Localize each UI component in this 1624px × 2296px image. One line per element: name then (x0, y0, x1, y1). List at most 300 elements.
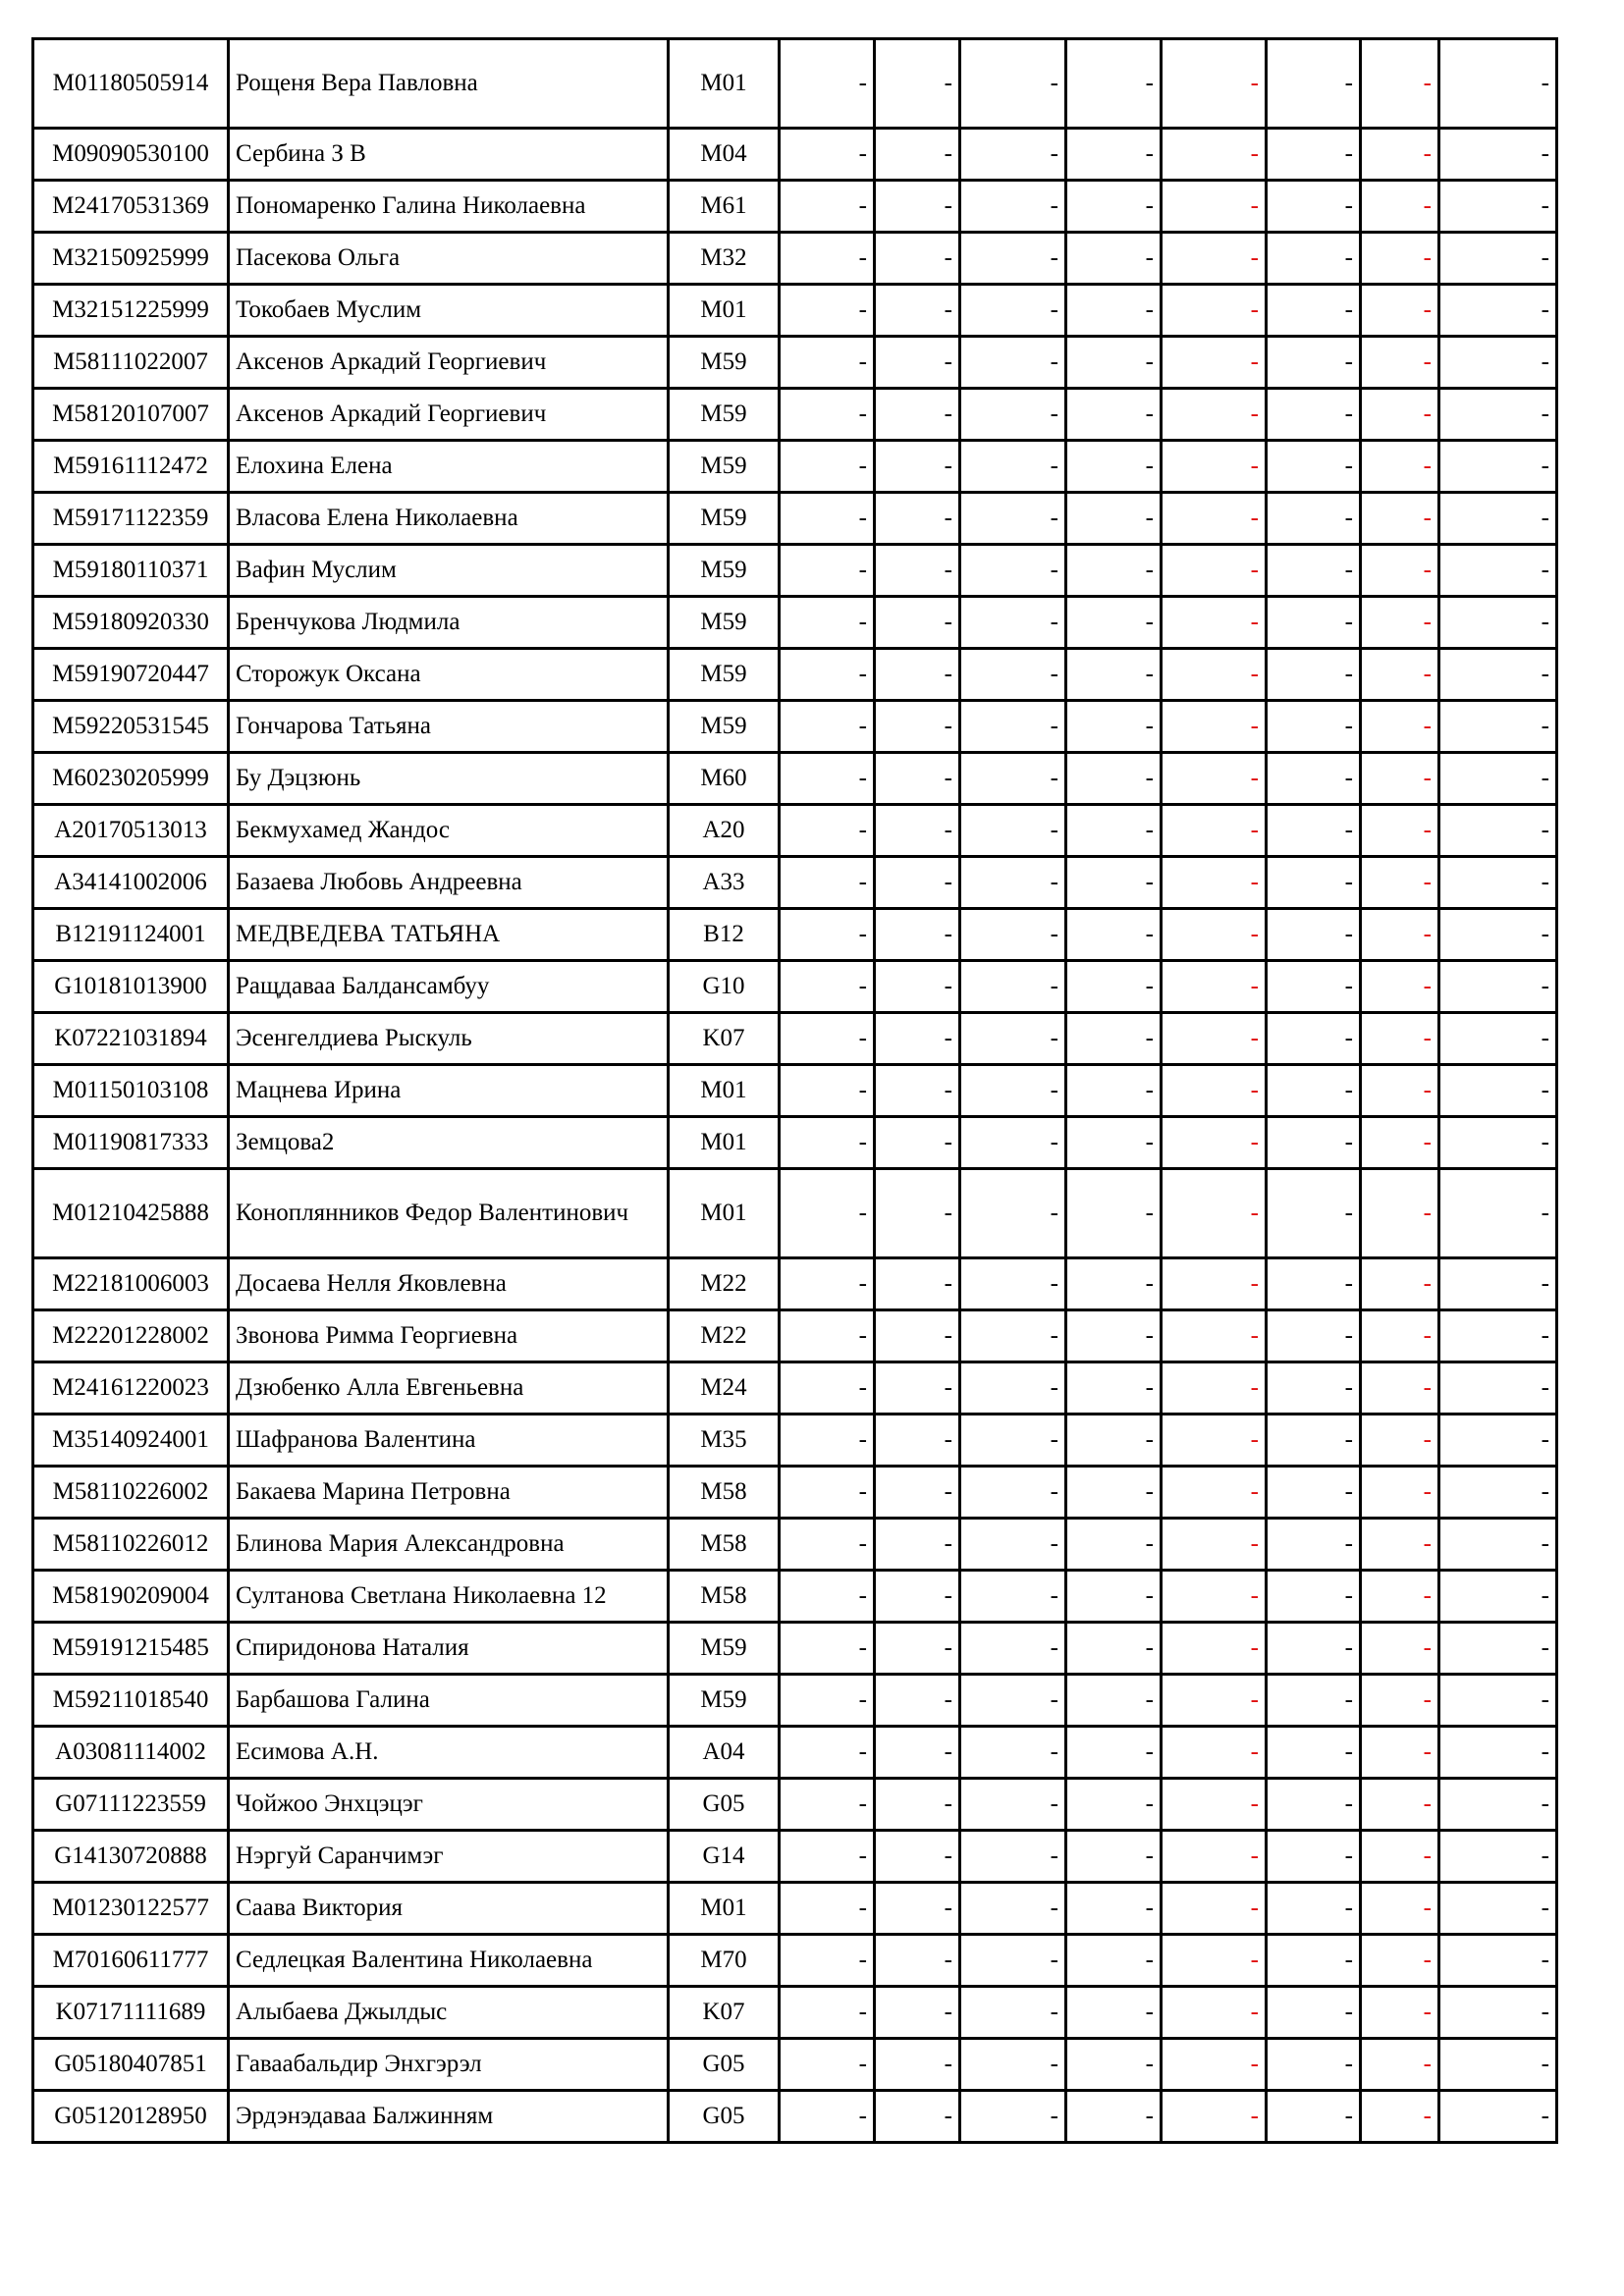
value-cell: - (1439, 1519, 1557, 1571)
value-cell: - (1361, 909, 1439, 961)
value-cell: - (1267, 1571, 1361, 1623)
table-row (33, 909, 1557, 961)
value-cell: - (1162, 1883, 1267, 1935)
value-cell: - (1439, 181, 1557, 233)
value-cell: - (875, 1571, 960, 1623)
member-code-cell: M22201228002 (33, 1310, 229, 1362)
value-cell: - (1439, 597, 1557, 649)
value-cell: - (960, 961, 1066, 1013)
value-cell: - (1267, 857, 1361, 909)
branch-code-cell: M22 (669, 1258, 780, 1310)
branch-code-cell: K07 (669, 1987, 780, 2039)
value-cell: - (1162, 597, 1267, 649)
value-cell: - (1439, 1415, 1557, 1467)
member-code-cell: K07171111689 (33, 1987, 229, 2039)
value-cell: - (1439, 1169, 1557, 1258)
value-cell: - (1361, 1362, 1439, 1415)
value-cell: - (780, 1779, 875, 1831)
member-code-cell: G10181013900 (33, 961, 229, 1013)
member-code-cell: M09090530100 (33, 129, 229, 181)
value-cell: - (1162, 1467, 1267, 1519)
value-cell: - (1066, 1675, 1162, 1727)
value-cell: - (780, 1415, 875, 1467)
value-cell: - (960, 2039, 1066, 2091)
value-cell: - (780, 1117, 875, 1169)
value-cell: - (1361, 337, 1439, 389)
value-cell: - (780, 285, 875, 337)
member-code-cell: M59180110371 (33, 545, 229, 597)
value-cell: - (1066, 909, 1162, 961)
value-cell: - (1267, 441, 1361, 493)
value-cell: - (1267, 1258, 1361, 1310)
branch-code-cell: M04 (669, 129, 780, 181)
table-row (33, 1467, 1557, 1519)
value-cell: - (1361, 1935, 1439, 1987)
value-cell: - (1267, 961, 1361, 1013)
table-row (33, 1935, 1557, 1987)
value-cell: - (960, 597, 1066, 649)
table-row (33, 597, 1557, 649)
branch-code-cell: M58 (669, 1571, 780, 1623)
value-cell: - (960, 649, 1066, 701)
value-cell: - (960, 545, 1066, 597)
value-cell: - (960, 129, 1066, 181)
branch-code-cell: G05 (669, 2039, 780, 2091)
value-cell: - (1439, 1779, 1557, 1831)
member-name-cell: Султанова Светлана Николаевна 12 (229, 1571, 669, 1623)
value-cell: - (1066, 857, 1162, 909)
value-cell: - (1361, 1415, 1439, 1467)
value-cell: - (780, 1987, 875, 2039)
member-code-cell: M59161112472 (33, 441, 229, 493)
table-row (33, 857, 1557, 909)
value-cell: - (1066, 1013, 1162, 1065)
value-cell: - (1267, 1013, 1361, 1065)
value-cell: - (960, 1310, 1066, 1362)
member-code-cell: M24170531369 (33, 181, 229, 233)
member-code-cell: M01230122577 (33, 1883, 229, 1935)
value-cell: - (780, 909, 875, 961)
branch-code-cell: M61 (669, 181, 780, 233)
value-cell: - (780, 2091, 875, 2143)
value-cell: - (1439, 337, 1557, 389)
value-cell: - (1439, 1727, 1557, 1779)
value-cell: - (1066, 961, 1162, 1013)
value-cell: - (780, 337, 875, 389)
member-code-cell: M32151225999 (33, 285, 229, 337)
member-code-cell: M58190209004 (33, 1571, 229, 1623)
value-cell: - (780, 1831, 875, 1883)
value-cell: - (1162, 337, 1267, 389)
value-cell: - (960, 1467, 1066, 1519)
value-cell: - (875, 493, 960, 545)
value-cell: - (1361, 1571, 1439, 1623)
table-row (33, 233, 1557, 285)
value-cell: - (1361, 1519, 1439, 1571)
value-cell: - (1267, 1065, 1361, 1117)
value-cell: - (1361, 389, 1439, 441)
value-cell: - (1267, 233, 1361, 285)
value-cell: - (1361, 961, 1439, 1013)
value-cell: - (1361, 805, 1439, 857)
value-cell: - (1439, 285, 1557, 337)
value-cell: - (1361, 545, 1439, 597)
table-row (33, 389, 1557, 441)
value-cell: - (780, 701, 875, 753)
member-code-cell: M59171122359 (33, 493, 229, 545)
member-name-cell: Спиридонова Наталия (229, 1623, 669, 1675)
value-cell: - (1066, 1467, 1162, 1519)
value-cell: - (1066, 493, 1162, 545)
table-row (33, 1013, 1557, 1065)
branch-code-cell: M59 (669, 441, 780, 493)
value-cell: - (780, 1065, 875, 1117)
member-name-cell: Бекмухамед Жандос (229, 805, 669, 857)
value-cell: - (780, 2039, 875, 2091)
value-cell: - (1439, 857, 1557, 909)
value-cell: - (1162, 1987, 1267, 2039)
value-cell: - (1439, 1065, 1557, 1117)
member-name-cell: Барбашова Галина (229, 1675, 669, 1727)
value-cell: - (1361, 1065, 1439, 1117)
value-cell: - (875, 1675, 960, 1727)
table-row (33, 1571, 1557, 1623)
value-cell: - (960, 2091, 1066, 2143)
value-cell: - (1267, 1362, 1361, 1415)
branch-code-cell: M01 (669, 285, 780, 337)
value-cell: - (1162, 545, 1267, 597)
value-cell: - (960, 1415, 1066, 1467)
value-cell: - (1267, 1467, 1361, 1519)
value-cell: - (1439, 1831, 1557, 1883)
value-cell: - (1066, 1571, 1162, 1623)
value-cell: - (1066, 1519, 1162, 1571)
value-cell: - (1162, 1310, 1267, 1362)
value-cell: - (1162, 1065, 1267, 1117)
branch-code-cell: M59 (669, 389, 780, 441)
value-cell: - (780, 1362, 875, 1415)
branch-code-cell: M24 (669, 1362, 780, 1415)
table-row (33, 1623, 1557, 1675)
value-cell: - (1066, 1169, 1162, 1258)
value-cell: - (1267, 1310, 1361, 1362)
member-code-cell: M60230205999 (33, 753, 229, 805)
value-cell: - (1439, 909, 1557, 961)
value-cell: - (1439, 805, 1557, 857)
value-cell: - (780, 1467, 875, 1519)
value-cell: - (960, 1727, 1066, 1779)
value-cell: - (960, 39, 1066, 129)
member-name-cell: Бренчукова Людмила (229, 597, 669, 649)
value-cell: - (1361, 1310, 1439, 1362)
value-cell: - (1361, 753, 1439, 805)
value-cell: - (1267, 649, 1361, 701)
value-cell: - (875, 1065, 960, 1117)
value-cell: - (780, 39, 875, 129)
value-cell: - (1066, 1935, 1162, 1987)
member-code-cell: G07111223559 (33, 1779, 229, 1831)
value-cell: - (1267, 545, 1361, 597)
branch-code-cell: M59 (669, 597, 780, 649)
value-cell: - (780, 1935, 875, 1987)
member-name-cell: Эсенгелдиева Рыскуль (229, 1013, 669, 1065)
value-cell: - (875, 181, 960, 233)
value-cell: - (1361, 1169, 1439, 1258)
value-cell: - (1361, 1831, 1439, 1883)
value-cell: - (875, 337, 960, 389)
member-name-cell: Седлецкая Валентина Николаевна (229, 1935, 669, 1987)
value-cell: - (1439, 441, 1557, 493)
value-cell: - (1066, 1727, 1162, 1779)
member-code-cell: M01210425888 (33, 1169, 229, 1258)
branch-code-cell: G05 (669, 1779, 780, 1831)
table-row (33, 1169, 1557, 1258)
value-cell: - (1066, 389, 1162, 441)
value-cell: - (1162, 701, 1267, 753)
value-cell: - (960, 233, 1066, 285)
branch-code-cell: M01 (669, 1117, 780, 1169)
value-cell: - (1361, 233, 1439, 285)
value-cell: - (875, 1779, 960, 1831)
value-cell: - (960, 285, 1066, 337)
branch-code-cell: G05 (669, 2091, 780, 2143)
member-code-cell: M22181006003 (33, 1258, 229, 1310)
value-cell: - (960, 805, 1066, 857)
value-cell: - (1439, 1013, 1557, 1065)
value-cell: - (1267, 389, 1361, 441)
table-row (33, 2039, 1557, 2091)
value-cell: - (1267, 39, 1361, 129)
member-code-cell: M01180505914 (33, 39, 229, 129)
value-cell: - (1439, 753, 1557, 805)
table-row (33, 545, 1557, 597)
branch-code-cell: M60 (669, 753, 780, 805)
value-cell: - (1439, 2039, 1557, 2091)
branch-code-cell: M22 (669, 1310, 780, 1362)
value-cell: - (960, 1987, 1066, 2039)
table-row (33, 1310, 1557, 1362)
value-cell: - (1066, 129, 1162, 181)
member-code-cell: K07221031894 (33, 1013, 229, 1065)
value-cell: - (1162, 2039, 1267, 2091)
member-code-cell: G05120128950 (33, 2091, 229, 2143)
value-cell: - (875, 1935, 960, 1987)
value-cell: - (960, 753, 1066, 805)
branch-code-cell: A33 (669, 857, 780, 909)
value-cell: - (875, 129, 960, 181)
table-row (33, 1883, 1557, 1935)
member-code-cell: M58120107007 (33, 389, 229, 441)
value-cell: - (1267, 1727, 1361, 1779)
value-cell: - (1162, 2091, 1267, 2143)
value-cell: - (780, 753, 875, 805)
value-cell: - (875, 1258, 960, 1310)
branch-code-cell: G14 (669, 1831, 780, 1883)
value-cell: - (1267, 1623, 1361, 1675)
value-cell: - (1066, 441, 1162, 493)
value-cell: - (1162, 909, 1267, 961)
value-cell: - (875, 597, 960, 649)
value-cell: - (875, 1362, 960, 1415)
member-code-cell: M59220531545 (33, 701, 229, 753)
value-cell: - (780, 181, 875, 233)
value-cell: - (1066, 1883, 1162, 1935)
branch-code-cell: M01 (669, 1169, 780, 1258)
member-code-cell: G14130720888 (33, 1831, 229, 1883)
value-cell: - (1361, 1727, 1439, 1779)
member-name-cell: Нэргуй Саранчимэг (229, 1831, 669, 1883)
value-cell: - (1361, 1987, 1439, 2039)
value-cell: - (1162, 1169, 1267, 1258)
member-name-cell: Шафранова Валентина (229, 1415, 669, 1467)
value-cell: - (1162, 1415, 1267, 1467)
value-cell: - (875, 909, 960, 961)
value-cell: - (1267, 1831, 1361, 1883)
value-cell: - (1162, 441, 1267, 493)
table-row (33, 961, 1557, 1013)
value-cell: - (780, 545, 875, 597)
value-cell: - (780, 1013, 875, 1065)
member-name-cell: Саава Виктория (229, 1883, 669, 1935)
value-cell: - (875, 39, 960, 129)
table-row (33, 1519, 1557, 1571)
member-name-cell: Базаева Любовь Андреевна (229, 857, 669, 909)
value-cell: - (1162, 181, 1267, 233)
value-cell: - (875, 701, 960, 753)
member-code-cell: A34141002006 (33, 857, 229, 909)
value-cell: - (960, 389, 1066, 441)
value-cell: - (1361, 285, 1439, 337)
member-name-cell: Бакаева Марина Петровна (229, 1467, 669, 1519)
member-name-cell: Аксенов Аркадий Георгиевич (229, 389, 669, 441)
value-cell: - (1361, 493, 1439, 545)
value-cell: - (1439, 701, 1557, 753)
table-row (33, 1727, 1557, 1779)
value-cell: - (1361, 1467, 1439, 1519)
branch-code-cell: M35 (669, 1415, 780, 1467)
table-row (33, 337, 1557, 389)
member-name-cell: Власова Елена Николаевна (229, 493, 669, 545)
value-cell: - (1267, 805, 1361, 857)
member-name-cell: Рощеня Вера Павловна (229, 39, 669, 129)
table-row (33, 1258, 1557, 1310)
branch-code-cell: M70 (669, 1935, 780, 1987)
value-cell: - (960, 1013, 1066, 1065)
branch-code-cell: M01 (669, 1065, 780, 1117)
value-cell: - (1162, 753, 1267, 805)
member-code-cell: M35140924001 (33, 1415, 229, 1467)
value-cell: - (1267, 909, 1361, 961)
value-cell: - (1267, 1883, 1361, 1935)
value-cell: - (875, 1169, 960, 1258)
value-cell: - (1162, 1935, 1267, 1987)
value-cell: - (1267, 1675, 1361, 1727)
table-row (33, 1362, 1557, 1415)
value-cell: - (960, 1065, 1066, 1117)
member-name-cell: Гаваабальдир Энхгэрэл (229, 2039, 669, 2091)
value-cell: - (1439, 1362, 1557, 1415)
value-cell: - (960, 1883, 1066, 1935)
value-cell: - (780, 857, 875, 909)
value-cell: - (1267, 597, 1361, 649)
member-code-cell: M58110226002 (33, 1467, 229, 1519)
value-cell: - (1267, 753, 1361, 805)
member-code-cell: M58111022007 (33, 337, 229, 389)
value-cell: - (1361, 701, 1439, 753)
value-cell: - (1066, 2039, 1162, 2091)
value-cell: - (1439, 2091, 1557, 2143)
value-cell: - (780, 389, 875, 441)
value-cell: - (780, 1258, 875, 1310)
member-name-cell: Эрдэнэдаваа Балжинням (229, 2091, 669, 2143)
value-cell: - (1361, 857, 1439, 909)
member-name-cell: Блинова Мария Александровна (229, 1519, 669, 1571)
member-name-cell: МЕДВЕДЕВА ТАТЬЯНА (229, 909, 669, 961)
value-cell: - (1066, 597, 1162, 649)
value-cell: - (1066, 701, 1162, 753)
value-cell: - (1361, 1675, 1439, 1727)
value-cell: - (1162, 805, 1267, 857)
value-cell: - (875, 1831, 960, 1883)
value-cell: - (1162, 1779, 1267, 1831)
value-cell: - (1066, 1779, 1162, 1831)
branch-code-cell: M59 (669, 545, 780, 597)
value-cell: - (1267, 701, 1361, 753)
value-cell: - (1162, 1362, 1267, 1415)
value-cell: - (780, 1310, 875, 1362)
value-cell: - (875, 1467, 960, 1519)
member-name-cell: Мацнева Ирина (229, 1065, 669, 1117)
value-cell: - (1162, 1117, 1267, 1169)
branch-code-cell: M59 (669, 649, 780, 701)
value-cell: - (875, 1415, 960, 1467)
value-cell: - (1162, 1727, 1267, 1779)
table-row (33, 1415, 1557, 1467)
branch-code-cell: K07 (669, 1013, 780, 1065)
member-name-cell: Чойжоо Энхцэцэг (229, 1779, 669, 1831)
value-cell: - (875, 389, 960, 441)
table-row (33, 1675, 1557, 1727)
member-name-cell: Досаева Нелля Яковлевна (229, 1258, 669, 1310)
value-cell: - (1361, 2039, 1439, 2091)
value-cell: - (1162, 389, 1267, 441)
member-code-cell: A20170513013 (33, 805, 229, 857)
value-cell: - (960, 1571, 1066, 1623)
member-name-cell: Земцова2 (229, 1117, 669, 1169)
value-cell: - (1162, 233, 1267, 285)
value-cell: - (875, 805, 960, 857)
value-cell: - (1439, 1467, 1557, 1519)
value-cell: - (960, 1935, 1066, 1987)
value-cell: - (1162, 961, 1267, 1013)
member-name-cell: Пасекова Ольга (229, 233, 669, 285)
value-cell: - (1162, 129, 1267, 181)
value-cell: - (1439, 1987, 1557, 2039)
value-cell: - (960, 1675, 1066, 1727)
member-name-cell: Елохина Елена (229, 441, 669, 493)
value-cell: - (780, 493, 875, 545)
member-name-cell: Аксенов Аркадий Георгиевич (229, 337, 669, 389)
value-cell: - (1267, 129, 1361, 181)
value-cell: - (875, 1310, 960, 1362)
value-cell: - (1361, 129, 1439, 181)
member-code-cell: M24161220023 (33, 1362, 229, 1415)
value-cell: - (780, 233, 875, 285)
value-cell: - (1267, 1935, 1361, 1987)
value-cell: - (1361, 649, 1439, 701)
value-cell: - (1439, 1571, 1557, 1623)
member-name-cell: Вафин Муслим (229, 545, 669, 597)
